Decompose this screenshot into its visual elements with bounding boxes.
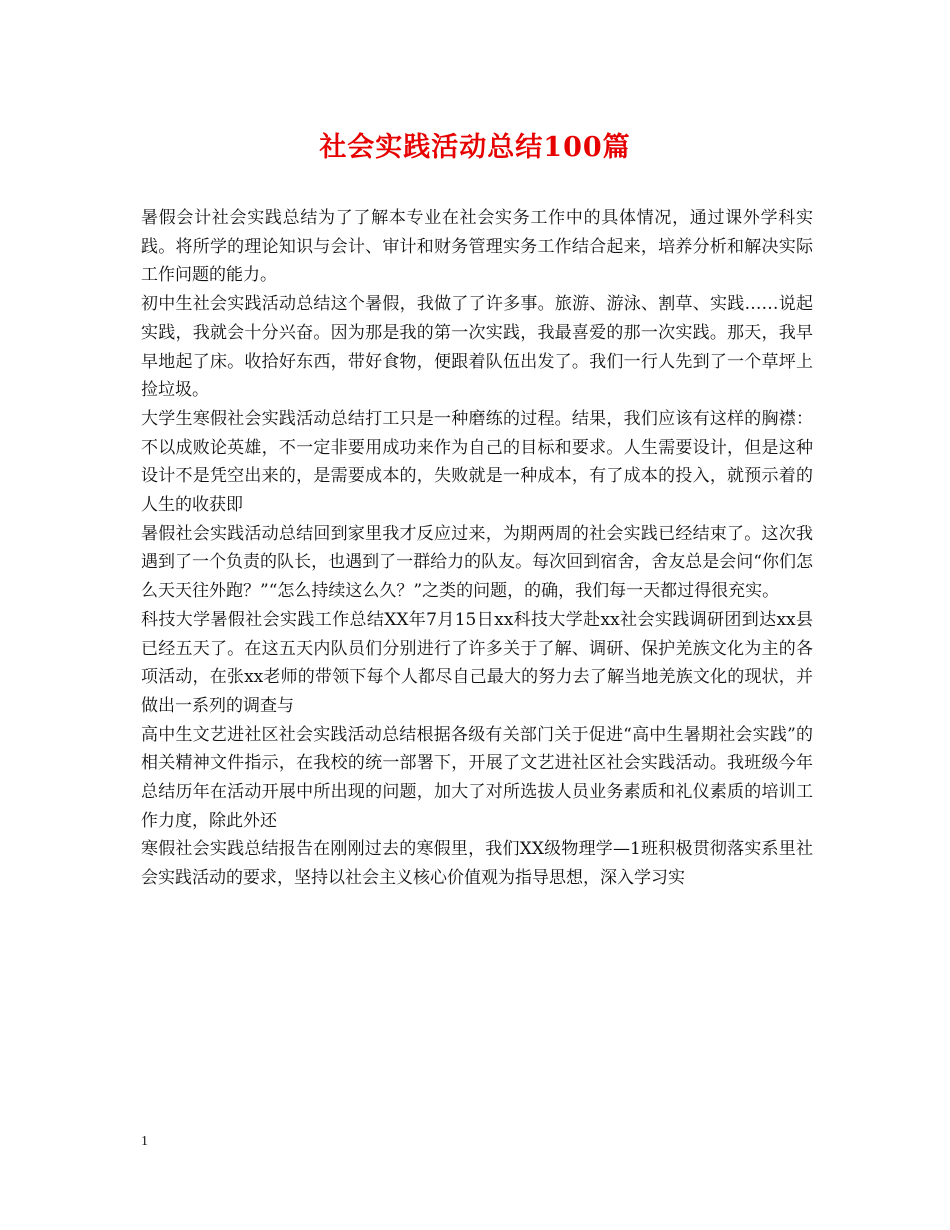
page-number: 1 [141, 1134, 148, 1149]
document-title: 社会实践活动总结100篇 [319, 132, 631, 163]
paragraph-summer-summary: 暑假社会实践活动总结回到家里我才反应过来，为期两周的社会实践已经结束了。这次我遇到了一个负责的队长，也遇到了一群给力的队友。每次回到宿舍，舍友总是会问“你们怎么天天往外跑？”“怎么持续这么久？”之类的问题，的确，我们每一天都过得很充实。 [141, 523, 813, 602]
paragraph-winter-report: 寒假社会实践总结报告在刚刚过去的寒假里，我们XX级物理学—1班积极贯彻落实系里社会实践活动的要求，坚持以社会主义核心价值观为指导思想，深入学习实 [141, 839, 813, 889]
paragraph-college-winter-summary: 大学生寒假社会实践活动总结打工只是一种磨练的过程。结果，我们应该有这样的胸襟：不以成败论英雄，不一定非要用成功来作为自己的目标和要求。人生需要设计，但是这种设计不是凭空出来的，是需要成本的，失败就是一种成本，有了成本的投入，就预示着的人生的收获即 [141, 408, 813, 516]
paragraph-high-school-arts-summary: 高中生文艺进社区社会实践活动总结根据各级有关部门关于促进“高中生暑期社会实践”的相关精神文件指示，在我校的统一部署下，开展了文艺进社区社会实践活动。我班级今年总结历年在活动开展中所出现的问题，加大了对所选拔人员业务素质和礼仪素质的培训工作力度，除此外还 [141, 724, 813, 831]
document-body [141, 204, 813, 893]
paragraph-tech-university-summary: 科技大学暑假社会实践工作总结XX年7月15日xx科技大学赴xx社会实践调研团到达xx县已经五天了。在这五天内队员们分别进行了许多关于了解、调研、保护羌族文化为主的各项活动，在张xx老师的带领下每个人都尽自己最大的努力去了解当地羌族文化的现状，并做出一系列的调查与 [141, 609, 813, 716]
paragraph-accounting-summary: 暑假会计社会实践总结为了了解本专业在社会实务工作中的具体情况，通过课外学科实践。将所学的理论知识与会计、审计和财务管理实务工作结合起来，培养分析和解决实际工作问题的能力。 [141, 208, 813, 286]
paragraph-middle-school-summary: 初中生社会实践活动总结这个暑假，我做了了许多事。旅游、游泳、割草、实践……说起实践，我就会十分兴奋。因为那是我的第一次实践，我最喜爱的那一次实践。那天，我早早地起了床。收拾好东西，带好食物，便跟着队伍出发了。我们一行人先到了一个草坪上捡垃圾。 [141, 294, 813, 401]
